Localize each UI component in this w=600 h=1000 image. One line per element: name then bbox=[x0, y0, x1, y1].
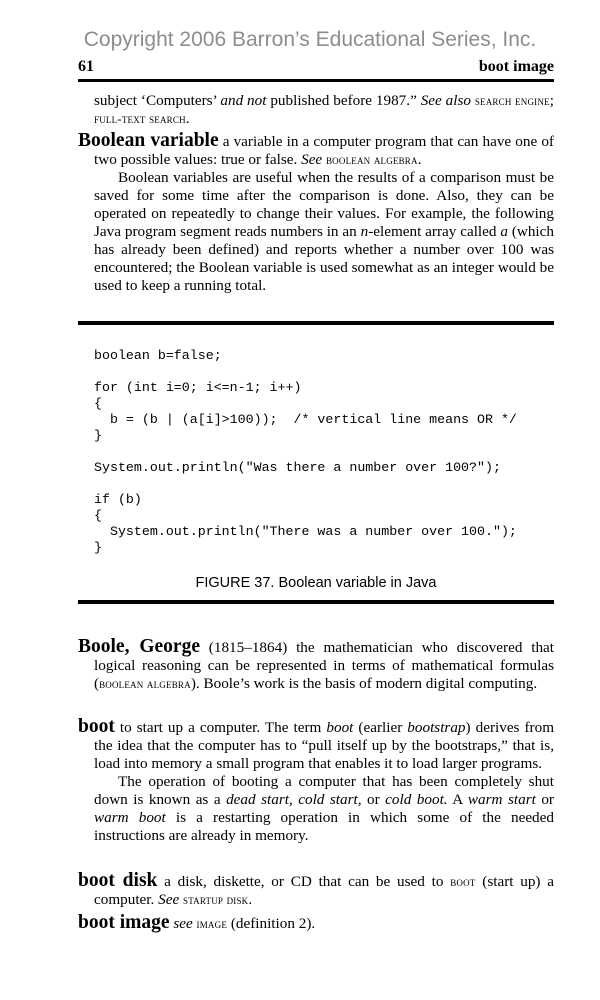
entry-boole-george: Boole, George (1815–1864) the mathematician who discovered that logical reasoning can be represented in terms of mathematical formulas (boolean algebra). Boole’s work is the basis of modern digital computing. bbox=[78, 636, 554, 692]
entry-boot-disk: boot disk a disk, diskette, or CD that can be used to boot (start up) a computer. See startup disk. bbox=[78, 870, 554, 908]
figure-caption: FIGURE 37. Boolean variable in Java bbox=[195, 575, 437, 591]
entry-boolean-variable: Boolean variable a variable in a computer program that can have one of two possible values: true or false. See boolean algebra. Boolean variables are useful when the results of a comparison must be saved for some time after the comparison is done. Also, they can be operated on repeatedly to change their values. For example, the following Java program segment reads numbers in an n-element array called a (which has already been defined) and reports whether a number over 100 was encountered; the Boolean variable is used somewhat as an integer would be used to keep a running total. bbox=[78, 130, 554, 294]
copyright-notice: Copyright 2006 Barron’s Educational Series, Inc. bbox=[83, 28, 537, 51]
entry-continued: subject ‘Computers’ and not published before 1987.” See also search engine; full-text search. bbox=[94, 92, 554, 127]
cross-reference[interactable]: boolean algebra bbox=[99, 676, 191, 691]
cross-reference[interactable]: startup disk bbox=[182, 892, 249, 907]
entry-boot: boot to start up a computer. The term boot (earlier bootstrap) derives from the idea that the computer has to “pull itself up by the bootstraps,” that is, load into memory a small program that enables it to load larger programs. The operation of booting a computer that has been completely shut down is known as a dead start, cold start, or cold boot. A warm start or warm boot is a restarting operation in which some of the needed instructions are already in memory. bbox=[78, 716, 555, 844]
java-code-listing: boolean b=false; for (int i=0; i<=n-1; i++) { b = (b | (a[i]>100)); /* vertical line means OR */ } System.out.println("Was there a number over 100?"); if (b) { System.out.println("There was a number over 100."); } bbox=[94, 348, 517, 555]
cross-reference[interactable]: image bbox=[196, 916, 228, 931]
headword: Boolean variable bbox=[78, 130, 219, 151]
cross-reference[interactable]: boolean algebra bbox=[325, 152, 418, 167]
headword: boot image bbox=[78, 912, 170, 933]
figure-bottom-rule bbox=[78, 600, 554, 604]
headword: Boole, George bbox=[78, 636, 200, 657]
headword: boot disk bbox=[78, 870, 158, 891]
cross-reference[interactable]: full-text search bbox=[94, 111, 186, 126]
cross-reference[interactable]: search engine bbox=[474, 93, 550, 108]
figure-top-rule bbox=[78, 321, 554, 325]
cross-reference[interactable]: boot bbox=[450, 874, 476, 889]
entry-boot-image: boot image see image (definition 2). bbox=[78, 912, 316, 933]
header-rule bbox=[78, 79, 554, 82]
page-number: 61 bbox=[78, 58, 94, 75]
running-head: boot image bbox=[478, 58, 554, 75]
headword: boot bbox=[78, 716, 115, 737]
